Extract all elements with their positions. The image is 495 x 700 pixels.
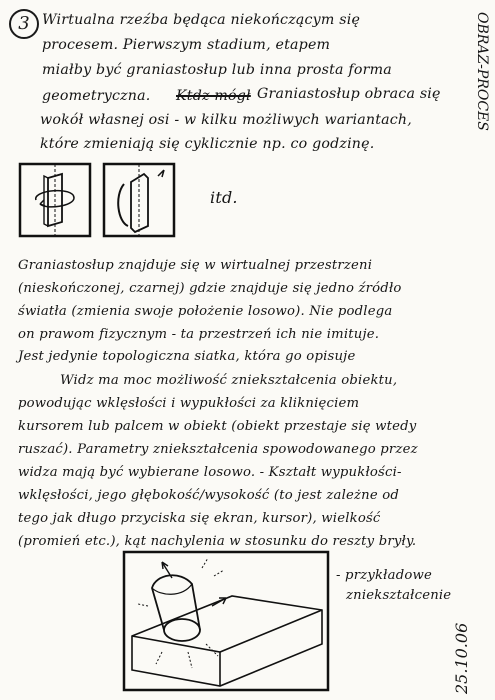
p3-line-2: powodując wklęsłości i wypukłości za kliknięciem xyxy=(18,396,360,411)
p1-line-4: geometryczna. xyxy=(42,88,151,104)
p3-line-5: widza mają być wybierane losowo. - Kształt wypukłości- xyxy=(18,465,402,480)
p1-line-2: procesem. Pierwszym stadium, etapem xyxy=(42,37,331,53)
sketch-caption-1: - przykładowe xyxy=(336,568,432,583)
p3-line-1: Widz ma moc możliwość zniekształcenia obiektu, xyxy=(60,373,398,388)
p1-line-3: miałby być graniastosłup lub inna prosta forma xyxy=(42,62,392,78)
p2-line-4: on prawom fizycznym - ta przestrzeń ich nie imituje. xyxy=(18,327,380,342)
p2-line-5: Jest jedynie topologiczna siatka, która go opisuje xyxy=(18,349,356,364)
p3-line-8: (promień etc.), kąt nachylenia w stosunku do reszty bryły. xyxy=(18,534,417,549)
note-number: 3 xyxy=(9,9,39,39)
struck-text: Ktdz mógł xyxy=(176,88,251,104)
p3-line-4: ruszać). Parametry zniekształcenia spowodowanego przez xyxy=(18,442,418,457)
p1-line-4b: Graniastosłup obraca się xyxy=(257,86,441,102)
side-label: OBRAZ-PROCES xyxy=(474,12,490,131)
p2-line-1: Graniastosłup znajduje się w wirtualnej przestrzeni xyxy=(18,258,373,273)
deformed-block-sketch xyxy=(122,548,332,694)
p3-line-6: wklęsłości, jego głębokość/wysokość (to jest zależne od xyxy=(18,488,400,503)
p1-line-1: Wirtualna rzeźba będąca niekończącym się xyxy=(42,12,361,28)
p1-line-5: wokół własnej osi - w kilku możliwych wariantach, xyxy=(40,112,412,128)
p3-line-7: tego jak długo przyciska się ekran, kursor), wielkość xyxy=(18,511,381,526)
etc-caption: itd. xyxy=(210,188,238,207)
rotating-prism-sketch xyxy=(18,160,178,240)
p1-line-6: które zmieniają się cyklicznie np. co godzinę. xyxy=(40,136,375,152)
p2-line-2: (nieskończonej, czarnej) gdzie znajduje się jedno źródło xyxy=(18,281,402,296)
p2-line-3: światła (zmienia swoje położenie losowo). Nie podlega xyxy=(18,304,393,319)
sketch-caption-2: zniekształcenie xyxy=(346,588,452,603)
p3-line-3: kursorem lub palcem w obiekt (obiekt przestaje się wtedy xyxy=(18,419,417,434)
date: 25.10.06 xyxy=(452,622,471,694)
